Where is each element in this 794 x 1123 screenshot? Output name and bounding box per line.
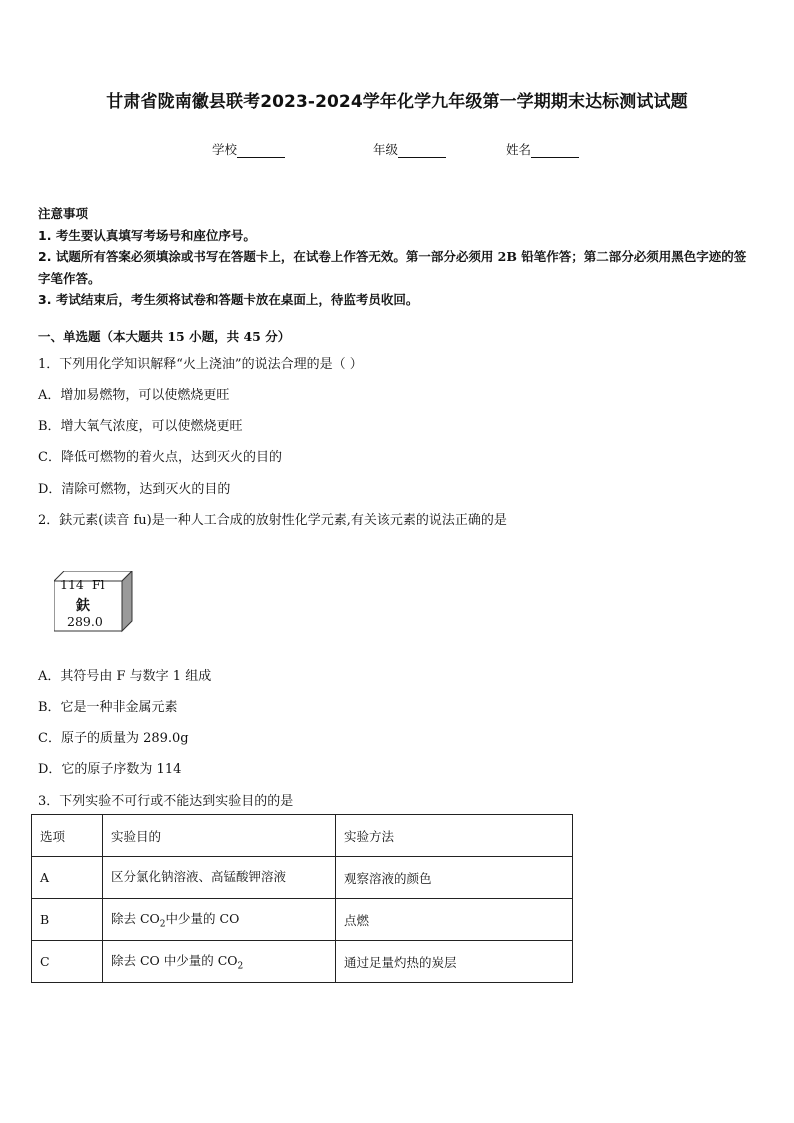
table-row [32, 899, 573, 941]
school-field[interactable] [212, 140, 285, 158]
question-1-option-c[interactable]: C．降低可燃物的着火点，达到灭火的目的 [38, 450, 282, 465]
name-blank[interactable] [531, 143, 579, 158]
row-method: 点燃 [336, 899, 573, 941]
question-1-option-b[interactable]: B．增大氧气浓度，可以使燃烧更旺 [38, 419, 243, 434]
question-1-option-a[interactable]: A．增加易燃物，可以使燃烧更旺 [38, 388, 230, 403]
row-option: B [32, 899, 103, 941]
name-field[interactable] [506, 140, 579, 158]
experiment-table [31, 814, 573, 983]
question-3-stem: 3．下列实验不可行或不能达到实验目的的是 [38, 794, 294, 809]
notes-section [38, 203, 758, 311]
table-header-cell: 实验方法 [336, 815, 573, 857]
row-method: 通过足量灼热的炭层 [336, 941, 573, 983]
school-blank[interactable] [237, 143, 285, 158]
grade-blank[interactable] [398, 143, 446, 158]
question-2-option-c[interactable]: C．原子的质量为 289.0g [38, 731, 189, 746]
section-title: 一、单选题（本大题共 15 小题，共 45 分） [38, 329, 291, 344]
name-label: 姓名 [506, 142, 532, 157]
notes-item: 1. 考生要认真填写考场号和座位序号。 [38, 227, 256, 243]
table-header-cell: 选项 [32, 815, 103, 857]
table-header-cell: 实验目的 [103, 815, 336, 857]
row-option: C [32, 941, 103, 983]
row-option: A [32, 857, 103, 899]
notes-item: 2. 试题所有答案必须填涂或书写在答题卡上，在试卷上作答无效。第一部分必须用 2B 铅笔作答；第二部分必须用黑色字迹的签字笔作答。 [38, 249, 747, 286]
question-1-stem: 1．下列用化学知识解释“火上浇油”的说法合理的是（ ） [38, 357, 363, 372]
grade-field[interactable] [373, 140, 446, 158]
row-purpose: 除去 $CO_2$中少量的 CO [103, 899, 336, 941]
row-method: 观察溶液的颜色 [336, 857, 573, 899]
notes-heading: 注意事项 [38, 206, 89, 221]
table-row [32, 941, 573, 983]
table-header-row [32, 815, 573, 857]
element-atomic-number: 114 [60, 577, 84, 592]
element-atomic-mass: 289.0 [67, 614, 103, 629]
document-title: 甘肃省陇南徽县联考2023-2024学年化学九年级第一学期期末达标测试试题 [106, 92, 688, 112]
school-label: 学校 [212, 142, 238, 157]
question-2-option-d[interactable]: D．它的原子序数为 114 [38, 762, 182, 777]
question-2-option-a[interactable]: A．其符号由 F 与数字 1 组成 [38, 669, 212, 684]
element-symbol: Fl [92, 577, 105, 592]
question-1-option-d[interactable]: D．清除可燃物，达到灭火的目的 [38, 482, 231, 497]
row-purpose: 区分氯化钠溶液、高锰酸钾溶液 [103, 857, 336, 899]
element-name: 鈇 [76, 598, 90, 614]
grade-label: 年级 [373, 142, 399, 157]
notes-item: 3. 考试结束后，考生须将试卷和答题卡放在桌面上，待监考员收回。 [38, 292, 419, 307]
row-purpose: 除去 CO 中少量的 $CO_2$ [103, 941, 336, 983]
question-2-option-b[interactable]: B．它是一种非金属元素 [38, 700, 178, 715]
question-2-stem: 2．鈇元素(读音 fu)是一种人工合成的放射性化学元素,有关该元素的说法正确的是 [38, 513, 507, 528]
element-card [54, 571, 132, 631]
student-info-row [0, 140, 794, 160]
table-row [32, 857, 573, 899]
